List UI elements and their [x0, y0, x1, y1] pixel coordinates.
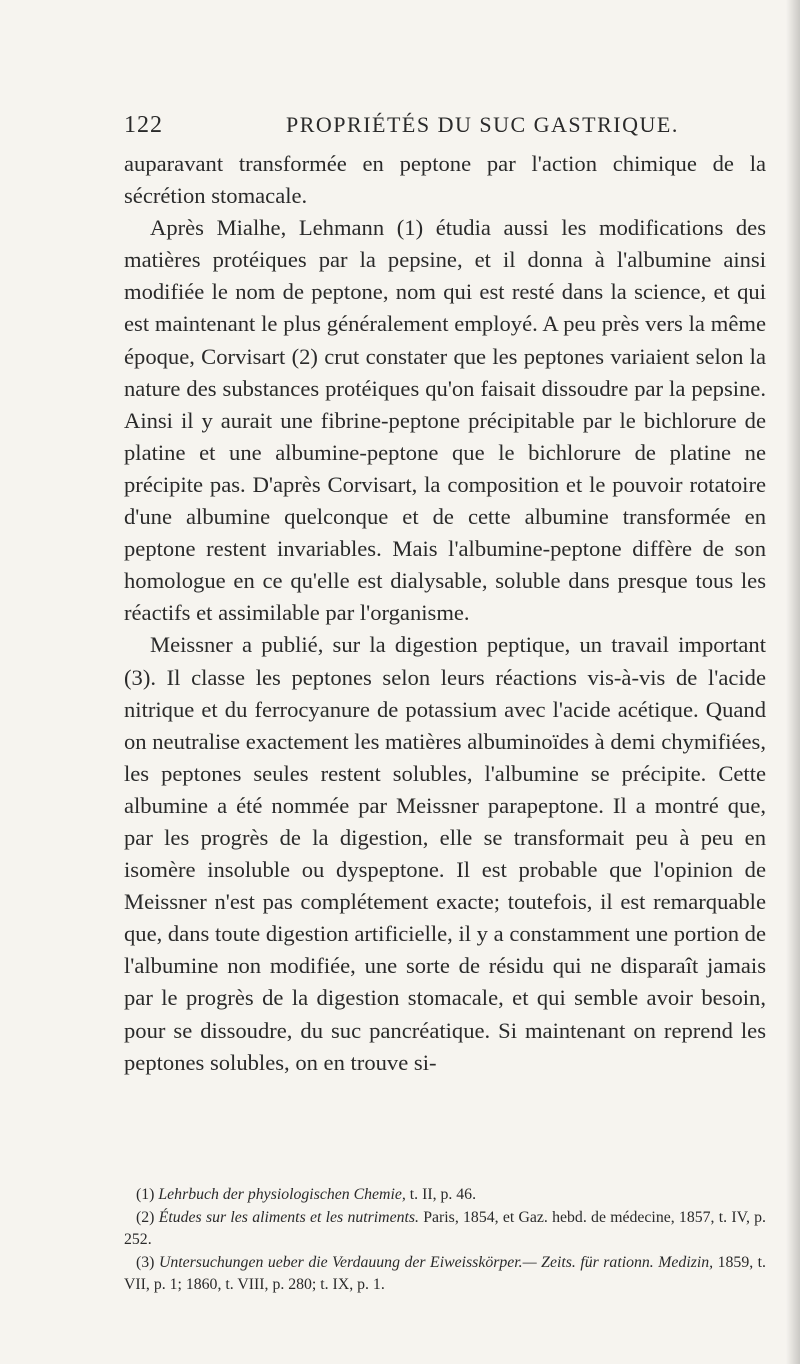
running-title: PROPRIÉTÉS DU SUC GASTRIQUE. — [286, 112, 679, 137]
footnote-2 — [124, 1207, 766, 1252]
footnote-1 — [124, 1184, 766, 1207]
footnote-title: Lehrbuch der physiologischen Chemie, — [158, 1186, 406, 1203]
footnote-reference: 1859, t. VII, p. 1; 1860, t. VIII, p. 280; t. IX, p. 1. — [124, 1253, 767, 1293]
footnote-reference: Paris, 1854, et Gaz. hebd. de médecine, 1857, t. IV, p. 252. — [124, 1208, 767, 1248]
footnote-number: (1) — [136, 1186, 155, 1203]
body-text — [124, 148, 766, 1079]
paragraph-3: Meissner a publié, sur la digestion peptique, un travail important (3). Il classe les peptones selon leurs réactions vis-à-vis de l'acide nitrique et du ferrocyanure de potassium avec l'acide acétique. Quand on neutralise exactement les matières albuminoïdes à demi chymifiées, les peptones seules restent solubles, l'albumine se précipite. Cette albumine a été nommée par Meissner parapeptone. Il a montré que, par les progrès de la digestion, elle se transformait peu à peu en isomère insoluble ou dyspeptone. Il est probable que l'opinion de Meissner n'est pas complétement exacte; toutefois, il est remarquable que, dans toute digestion artificielle, il y a constamment une portion de l'albumine non modifiée, une sorte de résidu qui ne disparaît jamais par le progrès de la digestion stomacale, et qui semble avoir besoin, pour se dissoudre, du suc pancréatique. Si maintenant on reprend les peptones solubles, on en trouve si- — [124, 632, 766, 1075]
footnote-title: Untersuchungen ueber die Verdauung der Eiweisskörper.— Zeits. für rationn. Medizin, — [158, 1253, 714, 1271]
page-header — [124, 112, 764, 140]
page-number: 122 — [124, 112, 163, 138]
footnote-number: (2) — [136, 1208, 155, 1226]
footnotes — [124, 1184, 766, 1297]
footnote-title: Études sur les aliments et les nutriments. — [158, 1208, 419, 1226]
paragraph-1: auparavant transformée en peptone par l'action chimique de la sécrétion stomacale. — [124, 151, 766, 209]
paragraph-2: Après Mialhe, Lehmann (1) étudia aussi les modifications des matières protéiques par la pepsine, et il donna à l'albumine ainsi modifiée le nom de peptone, nom qui est resté dans la science, et qui est maintenant le plus généralement employé. A peu près vers la même époque, Corvisart (2) crut constater que les peptones variaient selon la nature des substances protéiques qu'on faisait dissoudre par la pepsine. Ainsi il y aurait une fibrine-peptone précipitable par le bichlorure de platine et une albumine-peptone que le bichlorure de platine ne précipite pas. D'après Corvisart, la composition et le pouvoir rotatoire d'une albumine quelconque et de cette albumine transformée en peptone restent invariables. Mais l'albumine-peptone diffère de son homologue en ce qu'elle est dialysable, soluble dans presque tous les réactifs et assimilable par l'organisme. — [124, 215, 766, 626]
footnote-3 — [124, 1252, 766, 1297]
page-edge-shadow — [786, 0, 800, 1364]
footnote-reference: t. II, p. 46. — [409, 1186, 477, 1203]
footnote-number: (3) — [136, 1253, 155, 1271]
